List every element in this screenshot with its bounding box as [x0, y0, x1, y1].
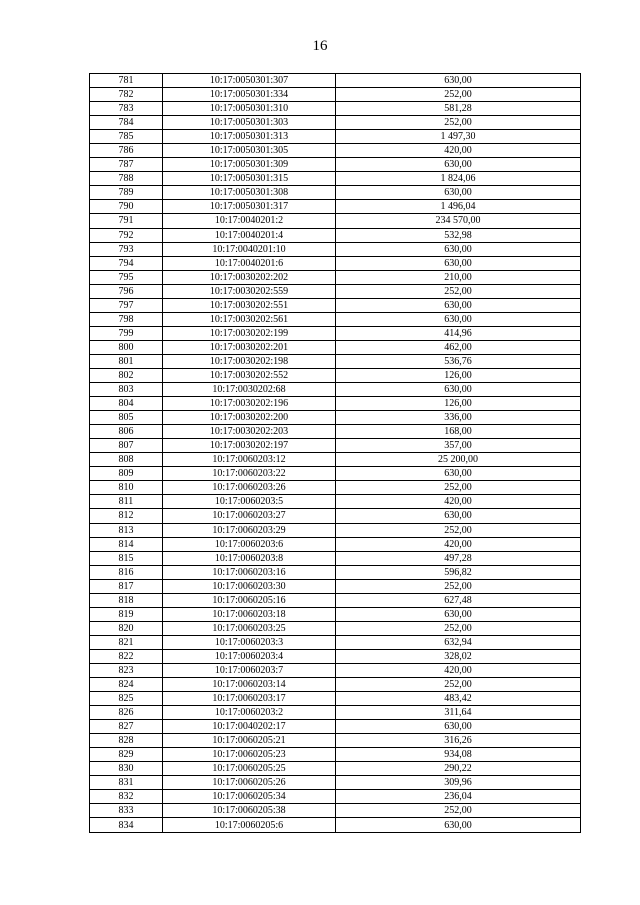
cadastral-number-cell: 10:17:0060203:2 — [163, 706, 336, 720]
table-row — [90, 144, 581, 158]
cadastral-number-cell: 10:17:0040202:17 — [163, 720, 336, 734]
amount-cell: 462,00 — [336, 340, 581, 354]
row-number-cell: 831 — [90, 776, 163, 790]
table-row — [90, 523, 581, 537]
cadastral-number-cell: 10:17:0040201:10 — [163, 242, 336, 256]
cadastral-number-cell: 10:17:0050301:315 — [163, 172, 336, 186]
row-number-cell: 806 — [90, 425, 163, 439]
cadastral-number-cell: 10:17:0060205:6 — [163, 818, 336, 832]
amount-cell: 252,00 — [336, 678, 581, 692]
row-number-cell: 816 — [90, 565, 163, 579]
cadastral-number-cell: 10:17:0060203:14 — [163, 678, 336, 692]
table-row — [90, 762, 581, 776]
amount-cell: 234 570,00 — [336, 214, 581, 228]
cadastral-number-cell: 10:17:0060205:25 — [163, 762, 336, 776]
cadastral-number-cell: 10:17:0030202:551 — [163, 298, 336, 312]
row-number-cell: 829 — [90, 748, 163, 762]
cadastral-number-cell: 10:17:0030202:201 — [163, 340, 336, 354]
row-number-cell: 820 — [90, 621, 163, 635]
row-number-cell: 817 — [90, 579, 163, 593]
row-number-cell: 796 — [90, 284, 163, 298]
table-row — [90, 270, 581, 284]
amount-cell: 328,02 — [336, 649, 581, 663]
row-number-cell: 807 — [90, 439, 163, 453]
amount-cell: 252,00 — [336, 579, 581, 593]
amount-cell: 630,00 — [336, 607, 581, 621]
amount-cell: 630,00 — [336, 242, 581, 256]
table-row — [90, 579, 581, 593]
cadastral-number-cell: 10:17:0030202:552 — [163, 368, 336, 382]
table-row — [90, 734, 581, 748]
amount-cell: 630,00 — [336, 383, 581, 397]
cadastral-number-cell: 10:17:0060205:21 — [163, 734, 336, 748]
row-number-cell: 792 — [90, 228, 163, 242]
row-number-cell: 813 — [90, 523, 163, 537]
cadastral-number-cell: 10:17:0030202:559 — [163, 284, 336, 298]
cadastral-number-cell: 10:17:0060203:30 — [163, 579, 336, 593]
row-number-cell: 797 — [90, 298, 163, 312]
table-row — [90, 495, 581, 509]
amount-cell: 1 497,30 — [336, 130, 581, 144]
table-row — [90, 537, 581, 551]
amount-cell: 1 824,06 — [336, 172, 581, 186]
row-number-cell: 787 — [90, 158, 163, 172]
row-number-cell: 814 — [90, 537, 163, 551]
row-number-cell: 826 — [90, 706, 163, 720]
amount-cell: 630,00 — [336, 298, 581, 312]
row-number-cell: 809 — [90, 467, 163, 481]
cadastral-number-cell: 10:17:0050301:303 — [163, 116, 336, 130]
parcel-table — [89, 73, 581, 833]
table-row — [90, 425, 581, 439]
amount-cell: 210,00 — [336, 270, 581, 284]
amount-cell: 290,22 — [336, 762, 581, 776]
table-row — [90, 635, 581, 649]
row-number-cell: 786 — [90, 144, 163, 158]
amount-cell: 252,00 — [336, 523, 581, 537]
amount-cell: 126,00 — [336, 397, 581, 411]
cadastral-number-cell: 10:17:0060203:17 — [163, 692, 336, 706]
amount-cell: 630,00 — [336, 467, 581, 481]
cadastral-number-cell: 10:17:0030202:200 — [163, 411, 336, 425]
row-number-cell: 808 — [90, 453, 163, 467]
amount-cell: 311,64 — [336, 706, 581, 720]
amount-cell: 581,28 — [336, 102, 581, 116]
table-row — [90, 565, 581, 579]
table-row — [90, 607, 581, 621]
amount-cell: 357,00 — [336, 439, 581, 453]
cadastral-number-cell: 10:17:0030202:203 — [163, 425, 336, 439]
cadastral-number-cell: 10:17:0030202:199 — [163, 326, 336, 340]
table-row — [90, 748, 581, 762]
table-row — [90, 818, 581, 832]
row-number-cell: 791 — [90, 214, 163, 228]
table-row — [90, 326, 581, 340]
row-number-cell: 822 — [90, 649, 163, 663]
cadastral-number-cell: 10:17:0060205:34 — [163, 790, 336, 804]
cadastral-number-cell: 10:17:0030202:68 — [163, 383, 336, 397]
row-number-cell: 799 — [90, 326, 163, 340]
table-row — [90, 663, 581, 677]
amount-cell: 236,04 — [336, 790, 581, 804]
amount-cell: 309,96 — [336, 776, 581, 790]
row-number-cell: 781 — [90, 74, 163, 88]
table-row — [90, 439, 581, 453]
amount-cell: 630,00 — [336, 158, 581, 172]
row-number-cell: 830 — [90, 762, 163, 776]
amount-cell: 630,00 — [336, 720, 581, 734]
row-number-cell: 783 — [90, 102, 163, 116]
cadastral-number-cell: 10:17:0060203:3 — [163, 635, 336, 649]
cadastral-number-cell: 10:17:0060205:38 — [163, 804, 336, 818]
row-number-cell: 815 — [90, 551, 163, 565]
table-row — [90, 509, 581, 523]
cadastral-number-cell: 10:17:0040201:4 — [163, 228, 336, 242]
cadastral-number-cell: 10:17:0060205:16 — [163, 593, 336, 607]
cadastral-number-cell: 10:17:0050301:307 — [163, 74, 336, 88]
amount-cell: 252,00 — [336, 116, 581, 130]
table-row — [90, 116, 581, 130]
table-row — [90, 172, 581, 186]
row-number-cell: 782 — [90, 88, 163, 102]
cadastral-number-cell: 10:17:0060203:25 — [163, 621, 336, 635]
amount-cell: 420,00 — [336, 144, 581, 158]
amount-cell: 126,00 — [336, 368, 581, 382]
amount-cell: 1 496,04 — [336, 200, 581, 214]
cadastral-number-cell: 10:17:0030202:198 — [163, 354, 336, 368]
amount-cell: 168,00 — [336, 425, 581, 439]
row-number-cell: 833 — [90, 804, 163, 818]
cadastral-number-cell: 10:17:0060203:4 — [163, 649, 336, 663]
table-row — [90, 481, 581, 495]
table-row — [90, 649, 581, 663]
cadastral-number-cell: 10:17:0050301:308 — [163, 186, 336, 200]
row-number-cell: 811 — [90, 495, 163, 509]
table-row — [90, 186, 581, 200]
table-row — [90, 298, 581, 312]
row-number-cell: 819 — [90, 607, 163, 621]
cadastral-number-cell: 10:17:0050301:305 — [163, 144, 336, 158]
cadastral-number-cell: 10:17:0060203:16 — [163, 565, 336, 579]
row-number-cell: 800 — [90, 340, 163, 354]
amount-cell: 252,00 — [336, 621, 581, 635]
row-number-cell: 790 — [90, 200, 163, 214]
amount-cell: 252,00 — [336, 88, 581, 102]
table-row — [90, 284, 581, 298]
row-number-cell: 784 — [90, 116, 163, 130]
cadastral-number-cell: 10:17:0050301:313 — [163, 130, 336, 144]
cadastral-number-cell: 10:17:0060205:23 — [163, 748, 336, 762]
row-number-cell: 793 — [90, 242, 163, 256]
table-row — [90, 776, 581, 790]
table-row — [90, 397, 581, 411]
row-number-cell: 827 — [90, 720, 163, 734]
cadastral-number-cell: 10:17:0060203:29 — [163, 523, 336, 537]
cadastral-number-cell: 10:17:0030202:561 — [163, 312, 336, 326]
row-number-cell: 785 — [90, 130, 163, 144]
row-number-cell: 804 — [90, 397, 163, 411]
amount-cell: 420,00 — [336, 537, 581, 551]
cadastral-number-cell: 10:17:0050301:334 — [163, 88, 336, 102]
amount-cell: 934,08 — [336, 748, 581, 762]
table-row — [90, 804, 581, 818]
amount-cell: 483,42 — [336, 692, 581, 706]
table-row — [90, 256, 581, 270]
table-row — [90, 621, 581, 635]
table-row — [90, 214, 581, 228]
amount-cell: 596,82 — [336, 565, 581, 579]
cadastral-number-cell: 10:17:0040201:6 — [163, 256, 336, 270]
table-row — [90, 383, 581, 397]
amount-cell: 252,00 — [336, 284, 581, 298]
table-row — [90, 678, 581, 692]
table-row — [90, 354, 581, 368]
cadastral-number-cell: 10:17:0060203:6 — [163, 537, 336, 551]
cadastral-number-cell: 10:17:0030202:196 — [163, 397, 336, 411]
table-row — [90, 720, 581, 734]
amount-cell: 316,26 — [336, 734, 581, 748]
cadastral-number-cell: 10:17:0050301:309 — [163, 158, 336, 172]
table-body — [90, 74, 581, 833]
table-row — [90, 368, 581, 382]
amount-cell: 536,76 — [336, 354, 581, 368]
row-number-cell: 795 — [90, 270, 163, 284]
table-row — [90, 228, 581, 242]
row-number-cell: 802 — [90, 368, 163, 382]
amount-cell: 630,00 — [336, 74, 581, 88]
table-row — [90, 551, 581, 565]
amount-cell: 632,94 — [336, 635, 581, 649]
row-number-cell: 812 — [90, 509, 163, 523]
table-row — [90, 88, 581, 102]
table-row — [90, 242, 581, 256]
table-row — [90, 158, 581, 172]
cadastral-number-cell: 10:17:0060205:26 — [163, 776, 336, 790]
amount-cell: 420,00 — [336, 663, 581, 677]
amount-cell: 630,00 — [336, 818, 581, 832]
row-number-cell: 789 — [90, 186, 163, 200]
row-number-cell: 788 — [90, 172, 163, 186]
row-number-cell: 798 — [90, 312, 163, 326]
amount-cell: 630,00 — [336, 509, 581, 523]
table-row — [90, 692, 581, 706]
cadastral-number-cell: 10:17:0060203:12 — [163, 453, 336, 467]
amount-cell: 497,28 — [336, 551, 581, 565]
table-row — [90, 411, 581, 425]
row-number-cell: 825 — [90, 692, 163, 706]
amount-cell: 414,96 — [336, 326, 581, 340]
row-number-cell: 801 — [90, 354, 163, 368]
row-number-cell: 823 — [90, 663, 163, 677]
cadastral-number-cell: 10:17:0060203:27 — [163, 509, 336, 523]
cadastral-number-cell: 10:17:0030202:202 — [163, 270, 336, 284]
amount-cell: 627,48 — [336, 593, 581, 607]
table-row — [90, 340, 581, 354]
amount-cell: 532,98 — [336, 228, 581, 242]
amount-cell: 630,00 — [336, 186, 581, 200]
cadastral-number-cell: 10:17:0030202:197 — [163, 439, 336, 453]
row-number-cell: 810 — [90, 481, 163, 495]
cadastral-number-cell: 10:17:0050301:310 — [163, 102, 336, 116]
table-row — [90, 790, 581, 804]
row-number-cell: 828 — [90, 734, 163, 748]
table-row — [90, 706, 581, 720]
table-row — [90, 467, 581, 481]
amount-cell: 252,00 — [336, 481, 581, 495]
row-number-cell: 824 — [90, 678, 163, 692]
table-row — [90, 593, 581, 607]
cadastral-number-cell: 10:17:0040201:2 — [163, 214, 336, 228]
cadastral-number-cell: 10:17:0060203:26 — [163, 481, 336, 495]
table-row — [90, 74, 581, 88]
table-row — [90, 200, 581, 214]
cadastral-number-cell: 10:17:0050301:317 — [163, 200, 336, 214]
row-number-cell: 821 — [90, 635, 163, 649]
amount-cell: 336,00 — [336, 411, 581, 425]
amount-cell: 25 200,00 — [336, 453, 581, 467]
row-number-cell: 803 — [90, 383, 163, 397]
amount-cell: 420,00 — [336, 495, 581, 509]
row-number-cell: 818 — [90, 593, 163, 607]
row-number-cell: 832 — [90, 790, 163, 804]
row-number-cell: 794 — [90, 256, 163, 270]
table-row — [90, 453, 581, 467]
table-row — [90, 102, 581, 116]
amount-cell: 252,00 — [336, 804, 581, 818]
cadastral-number-cell: 10:17:0060203:7 — [163, 663, 336, 677]
amount-cell: 630,00 — [336, 312, 581, 326]
table-row — [90, 312, 581, 326]
cadastral-number-cell: 10:17:0060203:22 — [163, 467, 336, 481]
page-number: 16 — [312, 38, 328, 54]
cadastral-number-cell: 10:17:0060203:8 — [163, 551, 336, 565]
row-number-cell: 805 — [90, 411, 163, 425]
amount-cell: 630,00 — [336, 256, 581, 270]
table-row — [90, 130, 581, 144]
row-number-cell: 834 — [90, 818, 163, 832]
cadastral-number-cell: 10:17:0060203:5 — [163, 495, 336, 509]
cadastral-number-cell: 10:17:0060203:18 — [163, 607, 336, 621]
